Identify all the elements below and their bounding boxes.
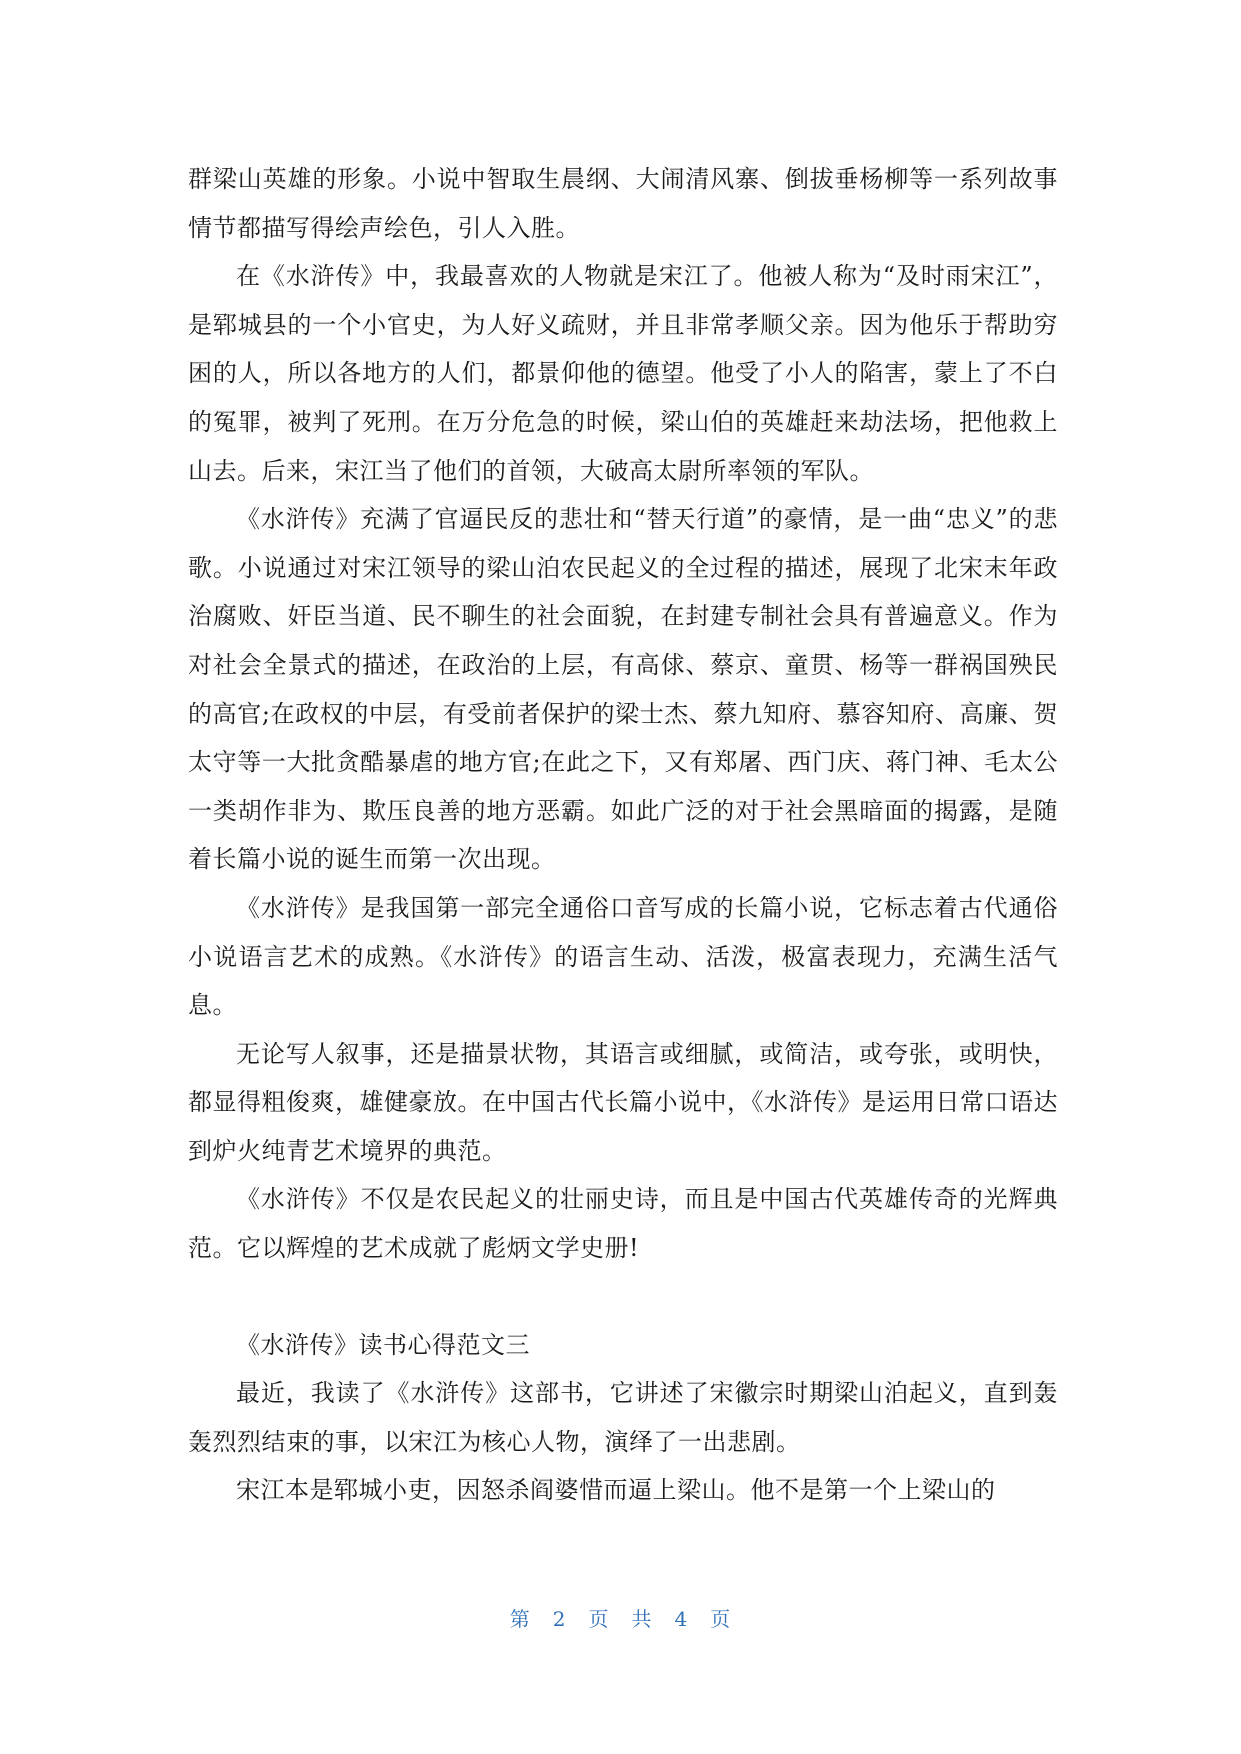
footer-total-pages: 4 bbox=[674, 1607, 689, 1631]
footer-page-unit: 页 bbox=[588, 1607, 610, 1631]
paragraph-continuation: 群梁山英雄的形象。小说中智取生晨纲、大闹清风寨、倒拔垂杨柳等一系列故事情节都描写得绘声绘色，引人入胜。 bbox=[188, 165, 1058, 242]
paragraph-loyalty: 《水浒传》充满了官逼民反的悲壮和“替天行道”的豪情，是一曲“忠义”的悲歌。小说通过对宋江领导的梁山泊农民起义的全过程的描述，展现了北宋末年政治腐败、奸臣当道、民不聊生的社会面貌，在封建专制社会具有普遍意义。作为对社会全景式的描述，在政治的上层，有高俅、蔡京、童贯、杨等一群祸国殃民的高官;在政权的中层，有受前者保护的梁士杰、蔡九知府、慕容知府、高廉、贺太守等一大批贪酷暴虐的地方官;在此之下，又有郑屠、西门庆、蒋门神、毛太公一类胡作非为、欺压良善的地方恶霸。如此广泛的对于社会黑暗面的揭露，是随着长篇小说的诞生而第一次出现。 bbox=[188, 505, 1058, 874]
section-spacer bbox=[188, 1273, 1058, 1321]
paragraph-songjiang-origin: 宋江本是郓城小吏，因怒杀阎婆惜而逼上梁山。他不是第一个上梁山的 bbox=[236, 1476, 996, 1505]
footer-total-unit: 页 bbox=[710, 1607, 732, 1631]
document-body bbox=[188, 155, 1058, 1515]
paragraph-language: 《水浒传》是我国第一部完全通俗口音写成的长篇小说，它标志着古代通俗小说语言艺术的成熟。《水浒传》的语言生动、活泼，极富表现力，充满生活气息。 bbox=[188, 893, 1058, 1020]
paragraph-songjiang: 在《水浒传》中，我最喜欢的人物就是宋江了。他被人称为“及时雨宋江”，是郓城县的一个小官史，为人好义疏财，并且非常孝顺父亲。因为他乐于帮助穷困的人，所以各地方的人们，都景仰他的德望。他受了小人的陷害，蒙上了不白的冤罪，被判了死刑。在万分危急的时候，梁山伯的英雄赶来劫法场，把他救上山去。后来，宋江当了他们的首领，大破高太尉所率领的军队。 bbox=[188, 262, 1058, 485]
footer-total-label: 共 bbox=[631, 1607, 653, 1631]
section-heading: 《水浒传》读书心得范文三 bbox=[236, 1330, 530, 1359]
paragraph-conclusion: 《水浒传》不仅是农民起义的壮丽史诗，而且是中国古代英雄传奇的光辉典范。它以辉煌的艺术成就了彪炳文学史册! bbox=[188, 1185, 1058, 1263]
page-number-footer bbox=[0, 1603, 1241, 1632]
footer-current-page: 2 bbox=[552, 1607, 567, 1631]
footer-page-label: 第 bbox=[509, 1607, 531, 1631]
paragraph-style: 无论写人叙事，还是描景状物，其语言或细腻，或简洁，或夸张，或明快，都显得粗俊爽，雄健豪放。在中国古代长篇小说中，《水浒传》是运用日常口语达到炉火纯青艺术境界的典范。 bbox=[188, 1039, 1058, 1165]
paragraph-intro: 最近，我读了《水浒传》这部书，它讲述了宋徽宗时期梁山泊起义，直到轰轰烈烈结束的事，以宋江为核心人物，演绎了一出悲剧。 bbox=[188, 1379, 1058, 1456]
